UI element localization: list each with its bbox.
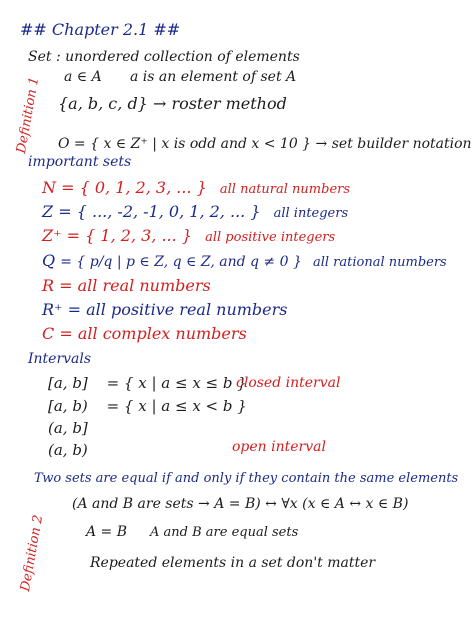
set-n (42, 180, 350, 196)
interval-notation: [a, b) (48, 397, 88, 415)
equality-notation: A = B (86, 524, 128, 540)
set-symbol: N (42, 178, 56, 197)
equality-definition: Two sets are equal if and only if they contain the same elements (34, 471, 459, 486)
set-symbol: Z (42, 202, 54, 221)
roster-method: {a, b, c, d} → roster method (58, 94, 287, 113)
equality-logic: (A and B are sets → A = B) ↔ ∀x (x ∈ A ↔ x ∈ B) (72, 496, 409, 512)
interval-half-open-right (48, 399, 247, 414)
set-r (42, 278, 211, 294)
closed-interval-note: closed interval (236, 375, 341, 391)
set-description: all rational numbers (312, 255, 447, 270)
set-equation: = all positive real numbers (67, 300, 288, 319)
repeated-elements-note: Repeated elements in a set don't matter (90, 555, 376, 571)
definition-1-label: Definition 1 (14, 75, 43, 155)
set-equation: = all complex numbers (59, 324, 247, 343)
set-equation: = { p/q | p ∈ Z, q ∈ Z, and q ≠ 0 } (60, 254, 302, 270)
set-symbol: C (42, 324, 55, 343)
interval-definition: = { x | a ≤ x ≤ b } (106, 374, 247, 392)
set-equation: = { 0, 1, 2, 3, ... } (61, 178, 207, 197)
set-z-plus (42, 228, 335, 244)
set-description: all integers (273, 206, 349, 221)
set-symbol: Z⁺ (42, 226, 62, 245)
set-symbol: R⁺ (42, 300, 63, 319)
set-z (42, 204, 348, 220)
set-definition: Set : unordered collection of elements (28, 49, 300, 65)
interval-notation: [a, b] (48, 374, 88, 392)
set-symbol: Q (42, 251, 56, 270)
intervals-title: Intervals (28, 351, 92, 367)
interval-definition: = { x | a ≤ x < b } (106, 397, 247, 415)
chapter-heading: ## Chapter 2.1 ## (20, 20, 181, 39)
set-c (42, 326, 247, 342)
set-description: all positive integers (205, 230, 336, 245)
element-notation: a ∈ A (64, 69, 102, 85)
element-description: a is an element of set A (130, 69, 297, 85)
interval-half-open-left: (a, b] (48, 419, 88, 437)
set-description: all natural numbers (219, 182, 351, 197)
set-builder-notation: O = { x ∈ Z⁺ | x is odd and x < 10 } → set builder notation (58, 136, 472, 152)
set-q (42, 253, 447, 269)
set-equation: = all real numbers (59, 276, 211, 295)
interval-open: (a, b) (48, 441, 88, 459)
important-sets-title: important sets (28, 154, 132, 170)
equality-description: A and B are equal sets (150, 525, 299, 540)
definition-2-label: Definition 2 (18, 513, 47, 593)
set-symbol: R (42, 276, 55, 295)
set-r-plus (42, 302, 288, 318)
interval-closed (48, 376, 247, 391)
set-equation: = { 1, 2, 3, ... } (66, 226, 192, 245)
open-interval-note: open interval (232, 439, 326, 455)
set-equation: = { ..., -2, -1, 0, 1, 2, ... } (58, 202, 261, 221)
